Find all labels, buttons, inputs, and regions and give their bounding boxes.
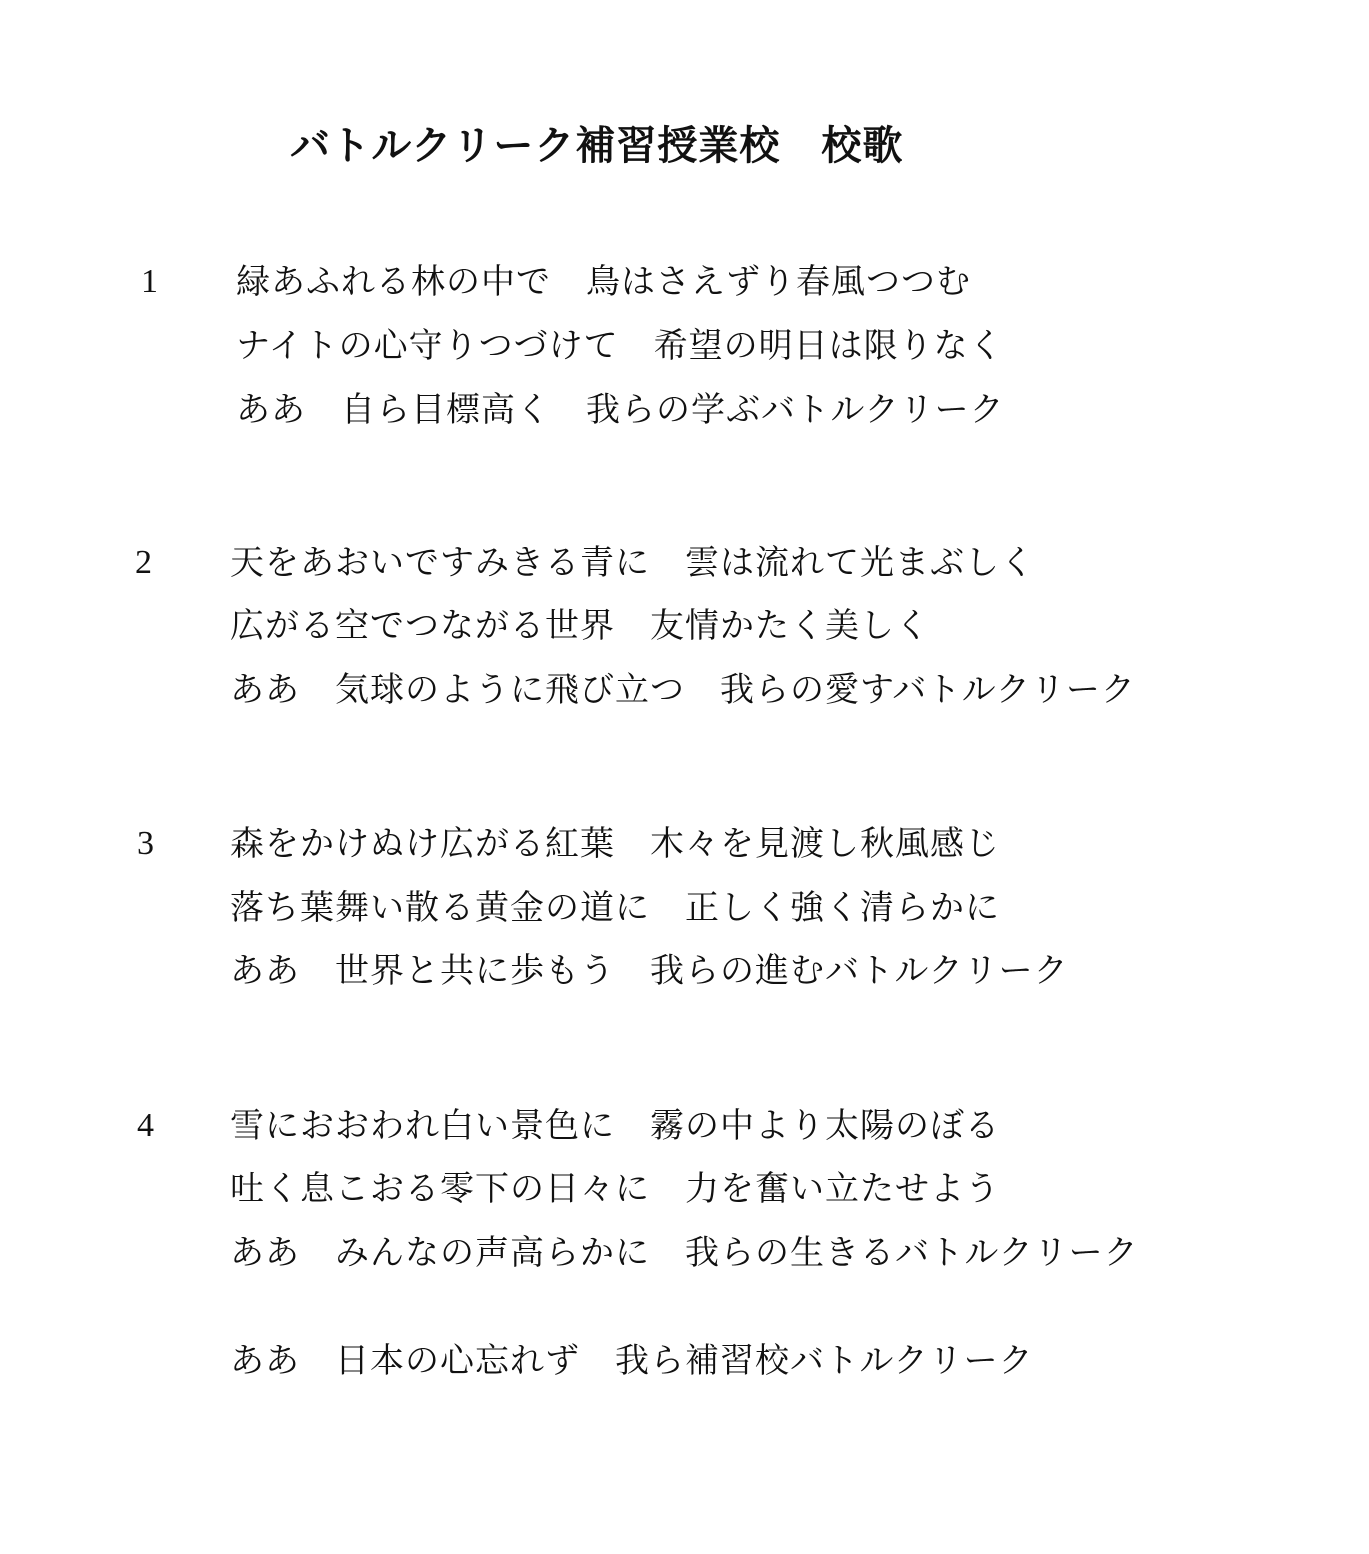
verse-line: 落ち葉舞い散る黄金の道に 正しく強く清らかに: [230, 888, 1000, 928]
verse-line: ああ 自ら目標高く 我らの学ぶバトルクリーク: [236, 390, 1005, 430]
page-title: バトルクリーク補習授業校 校歌: [290, 122, 904, 169]
verse-line: ああ 世界と共に歩もう 我らの進むバトルクリーク: [230, 951, 1069, 991]
verse-line: ああ みんなの声高らかに 我らの生きるバトルクリーク: [230, 1233, 1139, 1273]
verse-number: 3: [137, 825, 154, 862]
verse-line: 緑あふれる林の中で 鳥はさえずり春風つつむ: [236, 262, 971, 302]
verse-line: 森をかけぬけ広がる紅葉 木々を見渡し秋風感じ: [230, 824, 1000, 864]
verse-line: 天をあおいですみきる青に 雲は流れて光まぶしく: [230, 543, 1035, 583]
verse-line: 吐く息こおる零下の日々に 力を奮い立たせよう: [230, 1169, 1000, 1209]
verse-line: 雪におおわれ白い景色に 霧の中より太陽のぼる: [230, 1106, 1000, 1146]
verse-number: 2: [135, 544, 152, 581]
verse-line: 広がる空でつながる世界 友情かたく美しく: [230, 606, 930, 646]
verse-line: ああ 気球のように飛び立つ 我らの愛すバトルクリーク: [230, 670, 1136, 710]
verse-line: ナイトの心守りつづけて 希望の明日は限りなく: [236, 326, 1004, 366]
verse-number: 1: [141, 263, 158, 300]
verse-number: 4: [137, 1107, 154, 1144]
closing-line: ああ 日本の心忘れず 我ら補習校バトルクリーク: [230, 1341, 1034, 1381]
